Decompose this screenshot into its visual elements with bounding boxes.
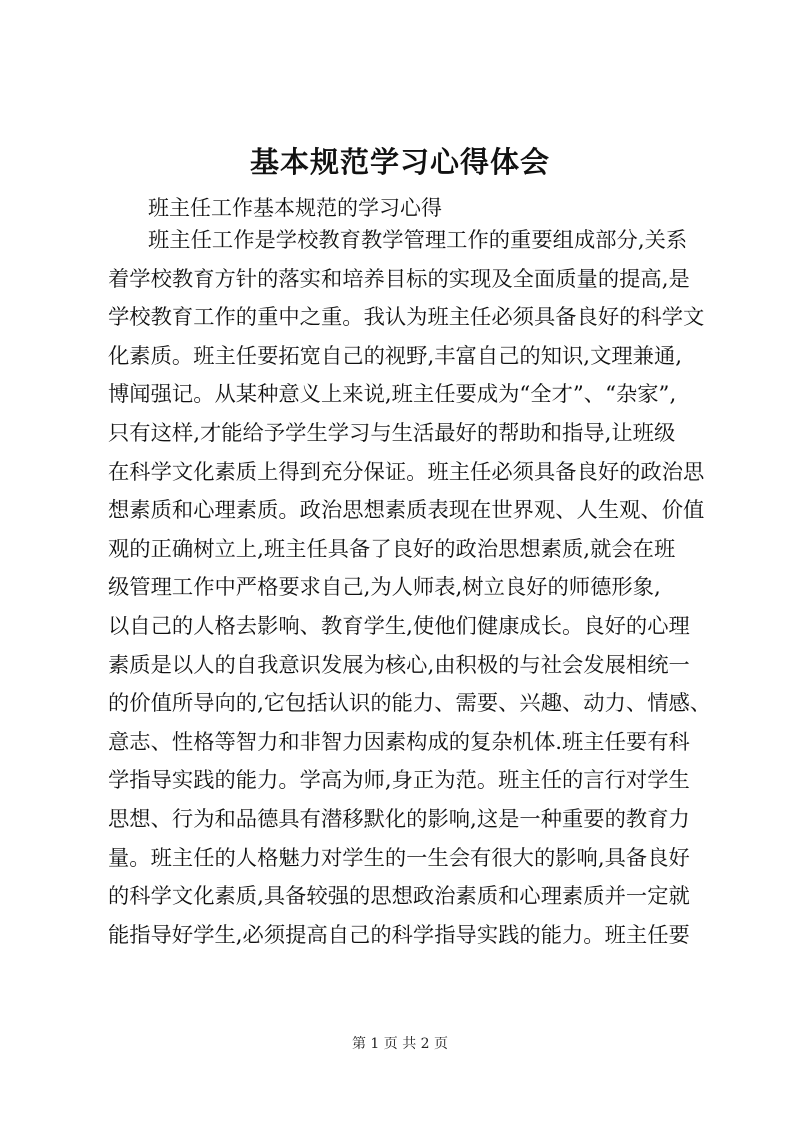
text-line: 着学校教育方针的落实和培养目标的实现及全面质量的提高,是 [108, 266, 690, 292]
text-line: 只有这样,才能给予学生学习与生活最好的帮助和指导,让班级 [108, 420, 676, 446]
text-line: 博闻强记。从某种意义上来说,班主任要成为“全才”、“杂家”, [108, 382, 677, 408]
text-line: 意志、性格等智力和非智力因素构成的复杂机体.班主任要有科 [108, 729, 690, 755]
text-line: 能指导好学生,必须提高自己的科学指导实践的能力。班主任要 [108, 922, 690, 948]
text-line: 想素质和心理素质。政治思想素质表现在世界观、人生观、价值 [108, 498, 705, 524]
text-line: 以自己的人格去影响、教育学生,使他们健康成长。良好的心理 [108, 613, 690, 639]
text-line: 学校教育工作的重中之重。我认为班主任必须具备良好的科学文 [108, 305, 705, 331]
page-footer: 第 1 页 共 2 页 [351, 1036, 449, 1052]
text-line: 的价值所导向的,它包括认识的能力、需要、兴趣、动力、情感、 [108, 691, 712, 717]
text-line: 班主任工作是学校教育教学管理工作的重要组成部分,关系 [148, 228, 688, 253]
document-title: 基本规范学习心得体会 [249, 145, 550, 179]
text-line: 级管理工作中严格要求自己,为人师表,树立良好的师德形象, [108, 575, 661, 601]
body-text [108, 222, 712, 955]
text-line: 观的正确树立上,班主任具备了良好的政治思想素质,就会在班 [108, 536, 676, 562]
text-line: 的科学文化素质,具备较强的思想政治素质和心理素质并一定就 [108, 884, 690, 910]
document-subtitle: 班主任工作基本规范的学习心得 [148, 196, 442, 220]
text-line: 思想、行为和品德具有潜移默化的影响,这是一种重要的教育力 [108, 806, 690, 832]
text-line: 量。班主任的人格魅力对学生的一生会有很大的影响,具备良好 [108, 845, 690, 871]
text-line: 在科学文化素质上得到充分保证。班主任必须具备良好的政治思 [108, 459, 705, 485]
text-line: 化素质。班主任要拓宽自己的视野,丰富自己的知识,文理兼通, [108, 343, 683, 369]
text-line: 素质是以人的自我意识发展为核心,由积极的与社会发展相统一 [108, 652, 690, 678]
text-line: 学指导实践的能力。学高为师,身正为范。班主任的言行对学生 [108, 768, 690, 794]
